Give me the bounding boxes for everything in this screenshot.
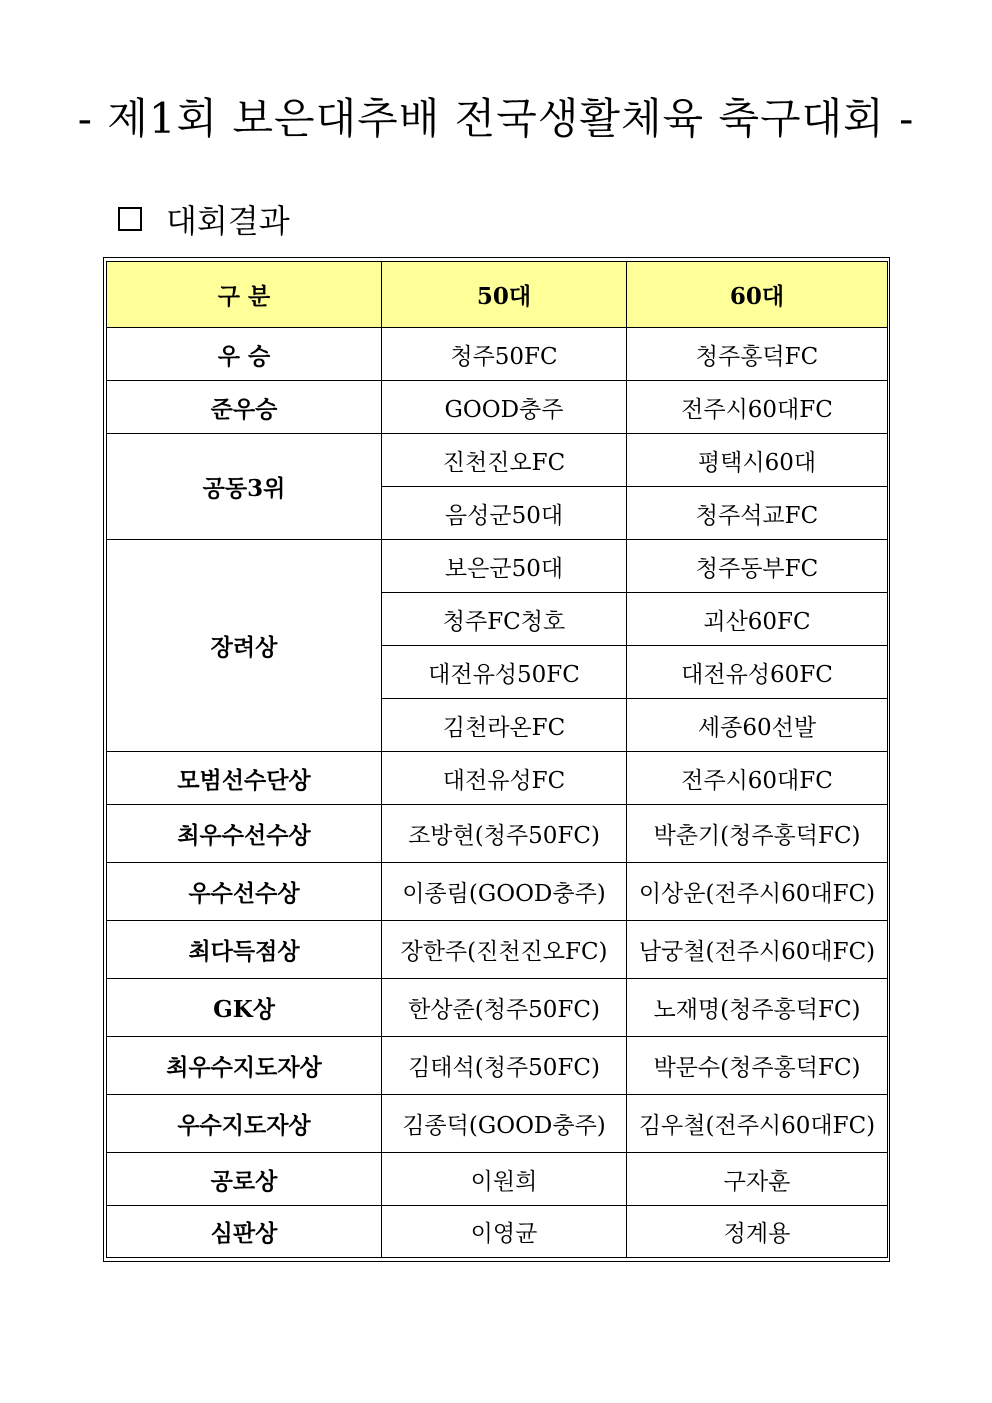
row-category: 준우승: [107, 381, 382, 434]
row-category: 공로상: [107, 1153, 382, 1206]
header-50s: 50대: [382, 262, 627, 328]
row-category: 최우수지도자상: [107, 1037, 382, 1095]
cell-60s: 남궁철(전주시60대FC): [627, 921, 888, 979]
cell-60s: 노재명(청주홍덕FC): [627, 979, 888, 1037]
cell-50s: 한상준(청주50FC): [382, 979, 627, 1037]
row-category: 심판상: [107, 1206, 382, 1258]
cell-50s: 청주50FC: [382, 328, 627, 381]
section-label: 대회결과: [166, 202, 290, 240]
cell-60s: 박문수(청주홍덕FC): [627, 1037, 888, 1095]
table-row: [107, 1095, 888, 1153]
table-row: [107, 1206, 888, 1258]
cell-50s: 보은군50대: [382, 540, 627, 593]
cell-60s: 청주석교FC: [627, 487, 888, 540]
table-row: [107, 921, 888, 979]
cell-50s: 이원희: [382, 1153, 627, 1206]
cell-50s: 김태석(청주50FC): [382, 1037, 627, 1095]
table-header-row: [107, 262, 888, 328]
cell-60s: 이상운(전주시60대FC): [627, 863, 888, 921]
header-category: 구 분: [107, 262, 382, 328]
square-outline-icon: [118, 207, 142, 231]
table-row: [107, 1037, 888, 1095]
header-60s: 60대: [627, 262, 888, 328]
row-category: 장려상: [107, 540, 382, 752]
cell-60s: 구자훈: [627, 1153, 888, 1206]
results-table: [106, 261, 888, 1258]
table-row: [107, 863, 888, 921]
cell-60s: 김우철(전주시60대FC): [627, 1095, 888, 1153]
table-row: [107, 752, 888, 805]
row-category: 최다득점상: [107, 921, 382, 979]
cell-60s: 박춘기(청주홍덕FC): [627, 805, 888, 863]
cell-60s: 전주시60대FC: [627, 752, 888, 805]
row-category: 모범선수단상: [107, 752, 382, 805]
cell-50s: 대전유성50FC: [382, 646, 627, 699]
cell-50s: 조방현(청주50FC): [382, 805, 627, 863]
cell-50s: 김천라온FC: [382, 699, 627, 752]
cell-50s: 대전유성FC: [382, 752, 627, 805]
cell-60s: 청주동부FC: [627, 540, 888, 593]
cell-50s: 장한주(진천진오FC): [382, 921, 627, 979]
cell-50s: GOOD충주: [382, 381, 627, 434]
cell-60s: 대전유성60FC: [627, 646, 888, 699]
cell-60s: 정계용: [627, 1206, 888, 1258]
table-row: [107, 381, 888, 434]
row-category: 우수선수상: [107, 863, 382, 921]
table-row: [107, 434, 888, 487]
row-category: 우수지도자상: [107, 1095, 382, 1153]
cell-50s: 김종덕(GOOD충주): [382, 1095, 627, 1153]
document-title: - 제1회 보은대추배 전국생활체육 축구대회 -: [77, 94, 915, 143]
table-row: [107, 540, 888, 593]
cell-60s: 전주시60대FC: [627, 381, 888, 434]
table-row: [107, 805, 888, 863]
cell-60s: 괴산60FC: [627, 593, 888, 646]
cell-60s: 세종60선발: [627, 699, 888, 752]
cell-50s: 진천진오FC: [382, 434, 627, 487]
section-heading: [118, 196, 290, 242]
row-category: 최우수선수상: [107, 805, 382, 863]
table-row: [107, 1153, 888, 1206]
cell-60s: 평택시60대: [627, 434, 888, 487]
cell-50s: 청주FC청호: [382, 593, 627, 646]
table-row: [107, 328, 888, 381]
row-category: 공동3위: [107, 434, 382, 540]
row-category: GK상: [107, 979, 382, 1037]
cell-60s: 청주홍덕FC: [627, 328, 888, 381]
row-category: 우 승: [107, 328, 382, 381]
cell-50s: 음성군50대: [382, 487, 627, 540]
table-row: [107, 979, 888, 1037]
cell-50s: 이영균: [382, 1206, 627, 1258]
cell-50s: 이종림(GOOD충주): [382, 863, 627, 921]
